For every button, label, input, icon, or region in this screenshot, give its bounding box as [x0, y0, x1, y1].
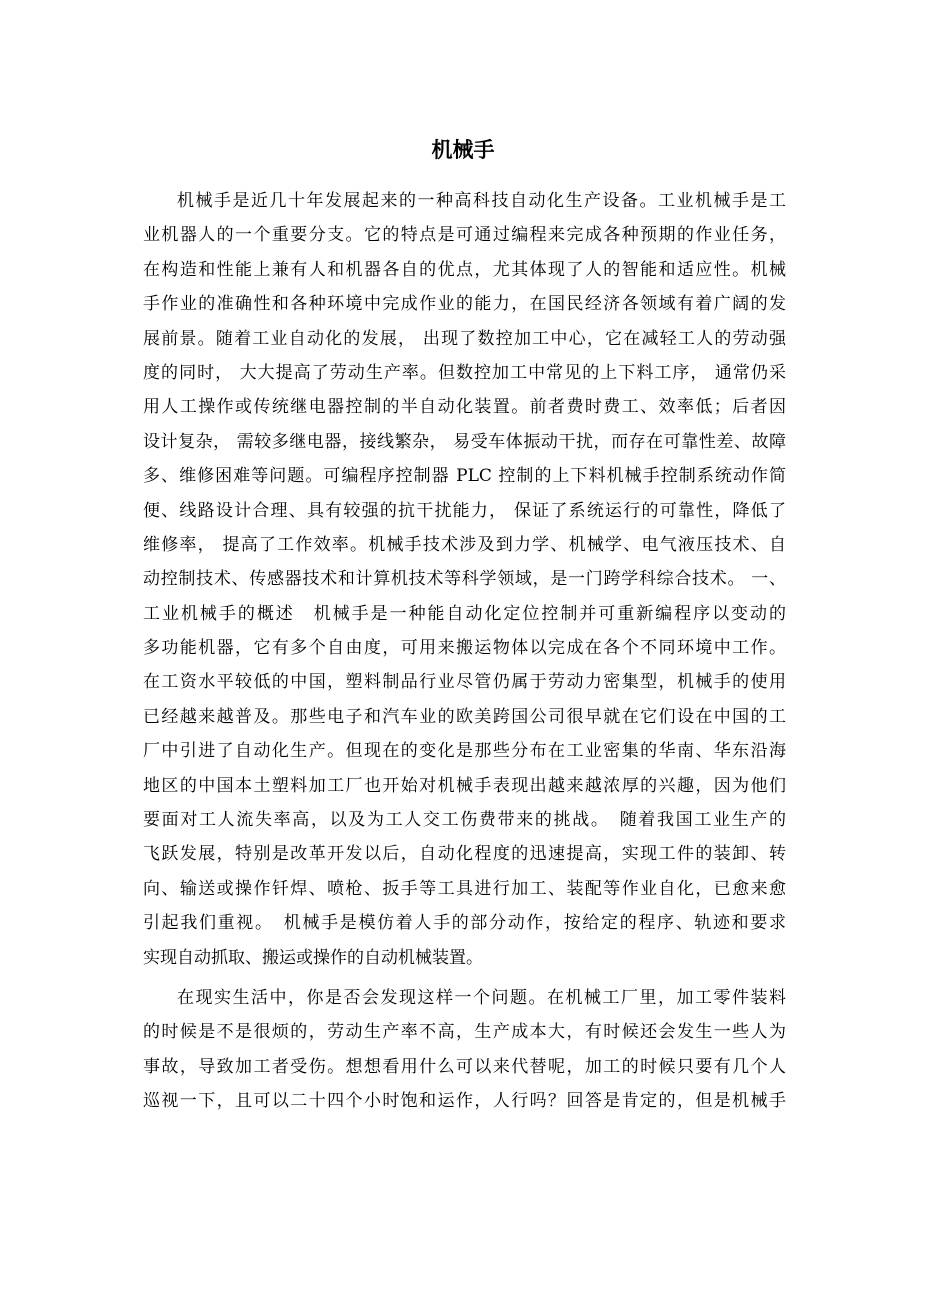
paragraph — [143, 184, 786, 975]
text-line: 地区的中国本土塑料加工厂也开始对机械手表现出越来越浓厚的兴趣，因为他们 — [143, 775, 786, 796]
text-line: 多功能机器，它有多个自由度，可用来搬运物体以完成在各个不同环境中工作。 — [143, 638, 786, 659]
text-line: 多、维修困难等问题。可编程序控制器 PLC 控制的上下料机械手控制系统动作简 — [143, 466, 786, 487]
text-line: 厂中引进了自动化生产。但现在的变化是那些分布在工业密集的华南、华东沿海 — [143, 741, 786, 762]
text-line: 业机器人的一个重要分支。它的特点是可通过编程来完成各种预期的作业任务， — [143, 225, 786, 246]
text-line: 度的同时， 大大提高了劳动生产率。但数控加工中常见的上下料工序， 通常仍采 — [143, 362, 786, 383]
text-line: 在工资水平较低的中国，塑料制品行业尽管仍属于劳动力密集型，机械手的使用 — [143, 672, 786, 693]
text-line: 工业机械手的概述 机械手是一种能自动化定位控制并可重新编程序以变动的 — [143, 603, 786, 624]
text-line: 的时候是不是很烦的，劳动生产率不高，生产成本大，有时候还会发生一些人为 — [143, 1022, 786, 1043]
page-title: 机械手 — [431, 138, 495, 162]
text-line: 动控制技术、传感器技术和计算机技术等科学领域，是一门跨学科综合技术。 一、 — [143, 569, 786, 590]
text-line: 手作业的准确性和各种环境中完成作业的能力，在国民经济各领域有着广阔的发 — [143, 294, 786, 315]
text-line: 在现实生活中，你是否会发现这样一个问题。在机械工厂里，加工零件装料 — [177, 987, 786, 1008]
text-line: 飞跃发展，特别是改革开发以后，自动化程度的迅速提高，实现工件的装卸、转 — [143, 844, 786, 865]
text-line: 展前景。随着工业自动化的发展， 出现了数控加工中心，它在减轻工人的劳动强 — [143, 328, 786, 349]
text-line: 在构造和性能上兼有人和机器各自的优点，尤其体现了人的智能和适应性。机械 — [143, 259, 786, 280]
paragraph — [143, 981, 786, 1119]
text-line: 引起我们重视。 机械手是模仿着人手的部分动作，按给定的程序、轨迹和要求 — [143, 913, 786, 934]
text-line: 机械手是近几十年发展起来的一种高科技自动化生产设备。工业机械手是工 — [177, 191, 786, 211]
text-line: 向、输送或操作钎焊、喷枪、扳手等工具进行加工、装配等作业自化，已愈来愈 — [143, 878, 786, 899]
text-line: 维修率， 提高了工作效率。机械手技术涉及到力学、机械学、电气液压技术、自 — [143, 534, 786, 555]
text-line: 事故，导致加工者受伤。想想看用什么可以来代替呢，加工的时候只要有几个人 — [143, 1056, 786, 1077]
text-line: 巡视一下，且可以二十四个小时饱和运作，人行吗？回答是肯定的，但是机械手 — [143, 1091, 786, 1112]
text-line: 便、线路设计合理、具有较强的抗干扰能力， 保证了系统运行的可靠性，降低了 — [143, 500, 786, 521]
text-line: 用人工操作或传统继电器控制的半自动化装置。前者费时费工、效率低；后者因 — [143, 397, 786, 418]
text-line: 已经越来越普及。那些电子和汽车业的欧美跨国公司很早就在它们设在中国的工 — [143, 706, 786, 727]
text-line: 要面对工人流失率高，以及为工人交工伤费带来的挑战。 随着我国工业生产的 — [143, 810, 786, 831]
document-body — [143, 184, 786, 1119]
text-line: 设计复杂， 需较多继电器，接线繁杂， 易受车体振动干扰，而存在可靠性差、故障 — [143, 431, 786, 452]
text-line: 实现自动抓取、搬运或操作的自动机械装置。 — [143, 947, 483, 968]
